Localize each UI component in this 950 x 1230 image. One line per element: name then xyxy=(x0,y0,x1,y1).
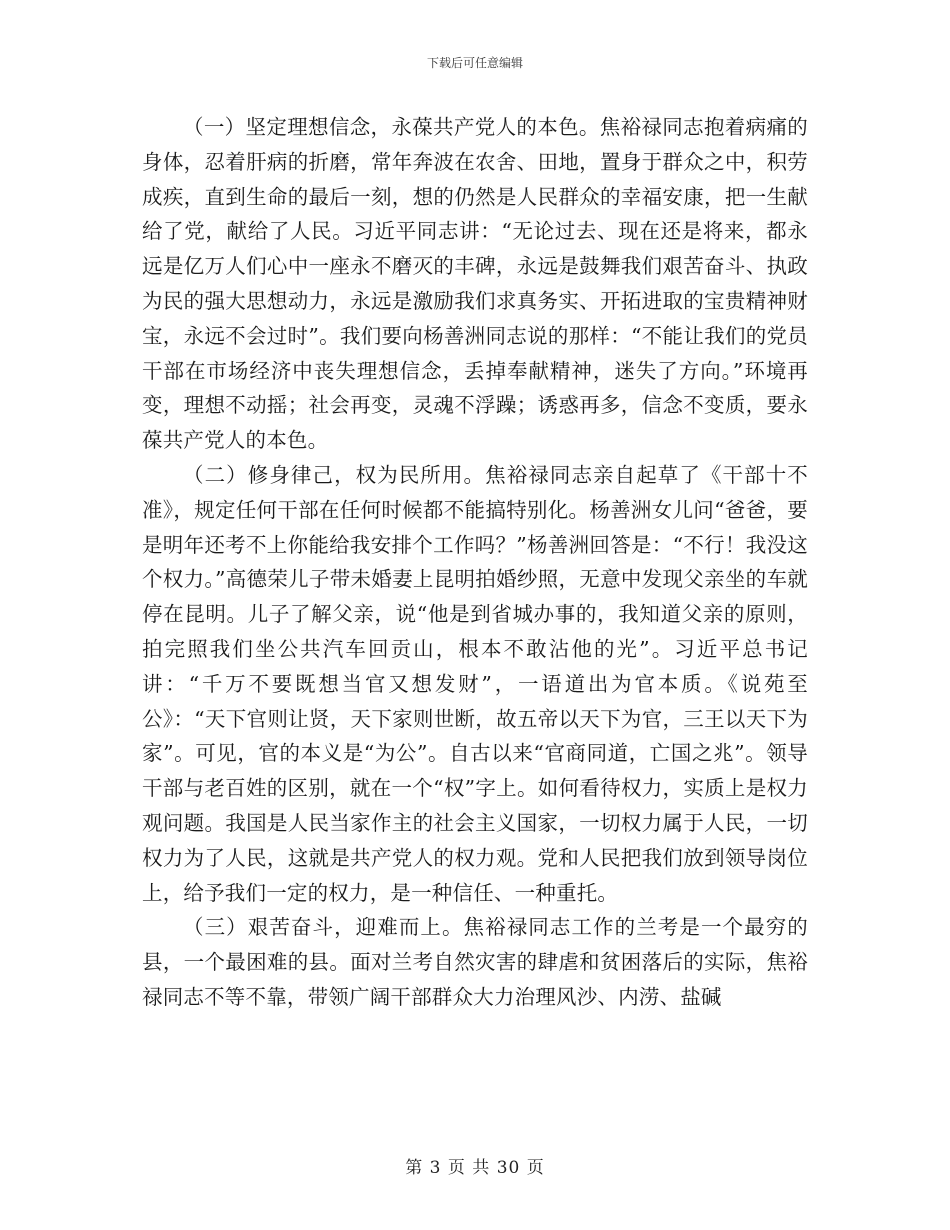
paragraph-3: （三）艰苦奋斗，迎难而上。焦裕禄同志工作的兰考是一个最穷的县，一个最困难的县。面对兰考自然灾害的肆虐和贫困落后的实际，焦裕禄同志不等不靠，带领广阔干部群众大力治理风沙、内涝、盐碱 xyxy=(142,915,808,1009)
paragraph-2: （二）修身律己，权为民所用。焦裕禄同志亲自起草了《干部十不准》，规定任何干部在任何时候都不能搞特别化。杨善洲女儿问“爸爸，要是明年还考不上你能给我安排个工作吗？”杨善洲回答是：“不行！我没这个权力。”高德荣儿子带未婚妻上昆明拍婚纱照，无意中发现父亲坐的车就停在昆明。儿子了解父亲，说“他是到省城办事的，我知道父亲的原则，拍完照我们坐公共汽车回贡山，根本不敢沾他的光”。习近平总书记讲：“千万不要既想当官又想发财”，一语道出为官本质。《说苑至公》：“天下官则让贤，天下家则世断，故五帝以天下为官，三王以天下为家”。可见，官的本义是“为公”。自古以来“官商同道，亡国之兆”。领导干部与老百姓的区别，就在一个“权”字上。如何看待权力，实质上是权力观问题。我国是人民当家作主的社会主义国家，一切权力属于人民，一切权力为了人民，这就是共产党人的权力观。党和人民把我们放到领导岗位上，给予我们一定的权力，是一种信任、一种重托。 xyxy=(142,462,808,905)
page-header: 下载后可任意编辑 xyxy=(426,56,523,70)
paragraph-1: （一）坚定理想信念，永葆共产党人的本色。焦裕禄同志抱着病痛的身体，忍着肝病的折磨，常年奔波在农舍、田地，置身于群众之中，积劳成疾，直到生命的最后一刻，想的仍然是人民群众的幸福安康，把一生献给了党，献给了人民。习近平同志讲：“无论过去、现在还是将来，都永远是亿万人们心中一座永不磨灭的丰碑，永远是鼓舞我们艰苦奋斗、执政为民的强大思想动力，永远是激励我们求真务实、开拓进取的宝贵精神财宝，永远不会过时”。我们要向杨善洲同志说的那样：“不能让我们的党员干部在市场经济中丧失理想信念，丢掉奉献精神，迷失了方向。”环境再变，理想不动摇；社会再变，灵魂不浮躁；诱惑再多，信念不变质，要永葆共产党人的本色。 xyxy=(142,115,808,453)
page-footer: 第 3 页 共 30 页 xyxy=(405,1158,545,1178)
document-body xyxy=(142,110,808,1015)
